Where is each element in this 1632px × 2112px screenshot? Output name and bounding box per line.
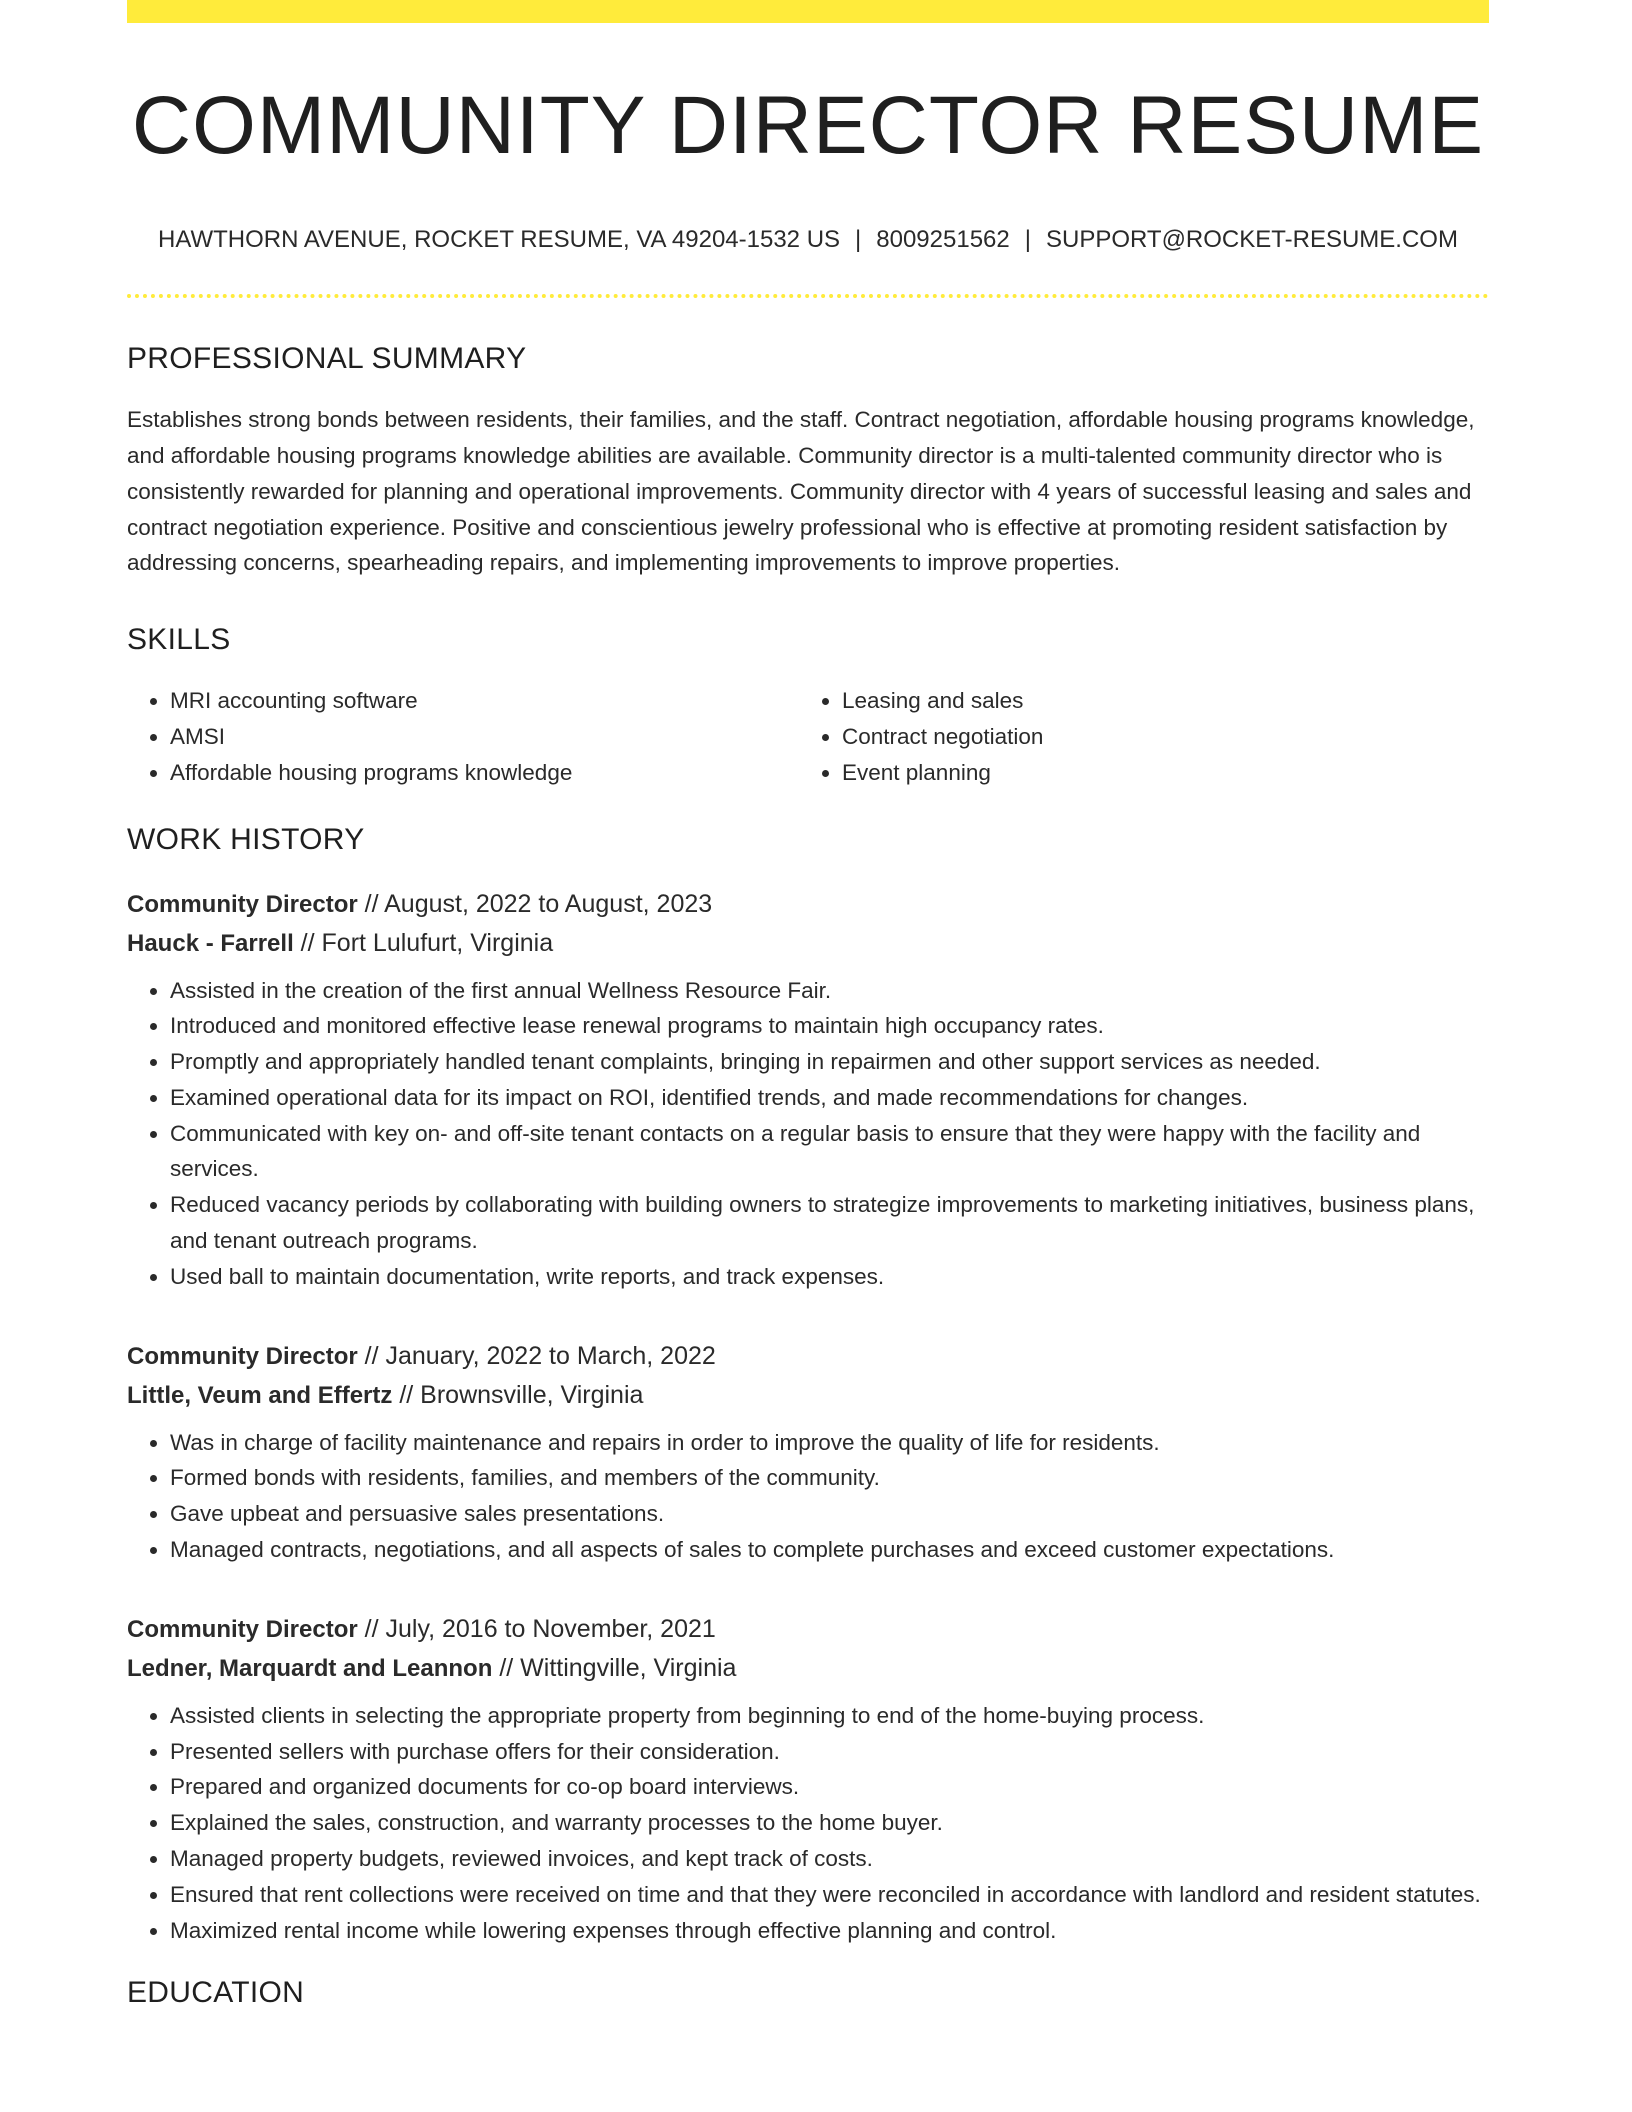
job-bullet: • Assisted in the creation of the first annual Wellness Resource Fair. [170, 973, 1489, 1009]
job-bullet: • Gave upbeat and persuasive sales presentations. [170, 1496, 1489, 1532]
job-bullet: • Introduced and monitored effective lease renewal programs to maintain high occupancy rates. [170, 1008, 1489, 1044]
job-bullet: • Promptly and appropriately handled tenant complaints, bringing in repairmen and other support services as needed. [170, 1044, 1489, 1080]
job-entry [127, 1610, 1489, 1949]
skills-heading: SKILLS [127, 623, 231, 657]
job-bullet: • Examined operational data for its impact on ROI, identified trends, and made recommendations for changes. [170, 1080, 1489, 1116]
work-history-heading: WORK HISTORY [127, 822, 365, 856]
job-company-line [127, 1649, 1489, 1688]
job-location: Fort Lulufurt, Virginia [321, 928, 554, 957]
job-bullet: • Ensured that rent collections were received on time and that they were reconciled in accordance with landlord and resident statutes. [170, 1877, 1489, 1913]
skills-column-left [127, 683, 799, 790]
job-dates: July, 2016 to November, 2021 [385, 1614, 716, 1643]
job-title-line [127, 1610, 1489, 1649]
job-separator: // [293, 928, 322, 957]
skill-item: • Leasing and sales [842, 683, 1471, 719]
job-bullet: • Presented sellers with purchase offers for their consideration. [170, 1734, 1489, 1770]
job-bullet: • Managed contracts, negotiations, and all aspects of sales to complete purchases and exceed customer expectations. [170, 1532, 1489, 1568]
skill-item: • Affordable housing programs knowledge [170, 755, 799, 791]
job-company-line [127, 924, 1489, 963]
job-title-line [127, 885, 1489, 924]
job-bullet: • Formed bonds with residents, families, and members of the community. [170, 1460, 1489, 1496]
contact-separator: | [1024, 226, 1031, 254]
contact-phone: 8009251562 [876, 226, 1010, 254]
summary-text: Establishes strong bonds between residents, their families, and the staff. Contract negotiation, affordable housing programs knowledge, and affordable housing programs knowledge abilities are available. Community director is a multi-talented community director who is consistently rewarded for planning and operational improvements. Community director with 4 years of successful leasing and sales and contract negotiation experience. Positive and conscientious jewelry professional who is effective at promoting resident satisfaction by addressing concerns, spearheading repairs, and implementing improvements to improve properties. [127, 407, 1475, 576]
job-entry [127, 885, 1489, 1295]
job-entry [127, 1337, 1489, 1568]
contact-email: SUPPORT@ROCKET-RESUME.COM [1045, 226, 1458, 254]
job-bullet: • Was in charge of facility maintenance and repairs in order to improve the quality of life for residents. [170, 1425, 1489, 1461]
contact-separator: | [855, 226, 862, 254]
job-title-line [127, 1337, 1489, 1376]
job-bullet: • Explained the sales, construction, and warranty processes to the home buyer. [170, 1805, 1489, 1841]
skill-item: • AMSI [170, 719, 799, 755]
job-location: Brownsville, Virginia [420, 1380, 644, 1409]
job-bullet: • Maximized rental income while lowering expenses through effective planning and control. [170, 1913, 1489, 1949]
job-separator: // [357, 1341, 386, 1370]
summary-heading: PROFESSIONAL SUMMARY [127, 342, 527, 376]
job-separator: // [357, 889, 385, 918]
job-separator: // [357, 1614, 386, 1643]
job-bullets [127, 973, 1489, 1295]
job-bullets [127, 1425, 1489, 1568]
skill-item: • Event planning [842, 755, 1471, 791]
job-company: Ledner, Marquardt and Leannon [127, 1654, 493, 1682]
contact-address: HAWTHORN AVENUE, ROCKET RESUME, VA 49204-1532 US [158, 226, 841, 254]
resume-page [127, 0, 1489, 2010]
skills-list [127, 683, 1489, 790]
job-company-line [127, 1376, 1489, 1415]
job-bullet: • Prepared and organized documents for co-op board interviews. [170, 1769, 1489, 1805]
skill-item: • MRI accounting software [170, 683, 799, 719]
top-accent-bar [127, 0, 1489, 23]
job-bullet: • Reduced vacancy periods by collaborating with building owners to strategize improvements to marketing initiatives, business plans, and tenant outreach programs. [170, 1187, 1489, 1259]
skill-item: • Contract negotiation [842, 719, 1471, 755]
job-bullets [127, 1698, 1489, 1949]
resume-title: COMMUNITY DIRECTOR RESUME [131, 80, 1485, 171]
job-dates: August, 2022 to August, 2023 [384, 889, 713, 918]
job-title: Community Director [127, 1615, 358, 1643]
job-title: Community Director [127, 890, 358, 918]
job-location: Wittingville, Virginia [520, 1653, 737, 1682]
education-heading: EDUCATION [127, 1976, 305, 2010]
dotted-divider [127, 294, 1489, 298]
job-bullet: • Assisted clients in selecting the appropriate property from beginning to end of the home-buying process. [170, 1698, 1489, 1734]
job-separator: // [392, 1380, 421, 1409]
job-separator: // [492, 1653, 521, 1682]
job-bullet: • Communicated with key on- and off-site tenant contacts on a regular basis to ensure that they were happy with the facility and services. [170, 1116, 1489, 1188]
job-dates: January, 2022 to March, 2022 [385, 1341, 716, 1370]
job-company: Little, Veum and Effertz [127, 1381, 393, 1409]
job-bullet: • Managed property budgets, reviewed invoices, and kept track of costs. [170, 1841, 1489, 1877]
skills-column-right [799, 683, 1471, 790]
job-company: Hauck - Farrell [127, 929, 294, 957]
job-title: Community Director [127, 1342, 358, 1370]
job-bullet: • Used ball to maintain documentation, write reports, and track expenses. [170, 1259, 1489, 1295]
contact-line [127, 226, 1489, 254]
